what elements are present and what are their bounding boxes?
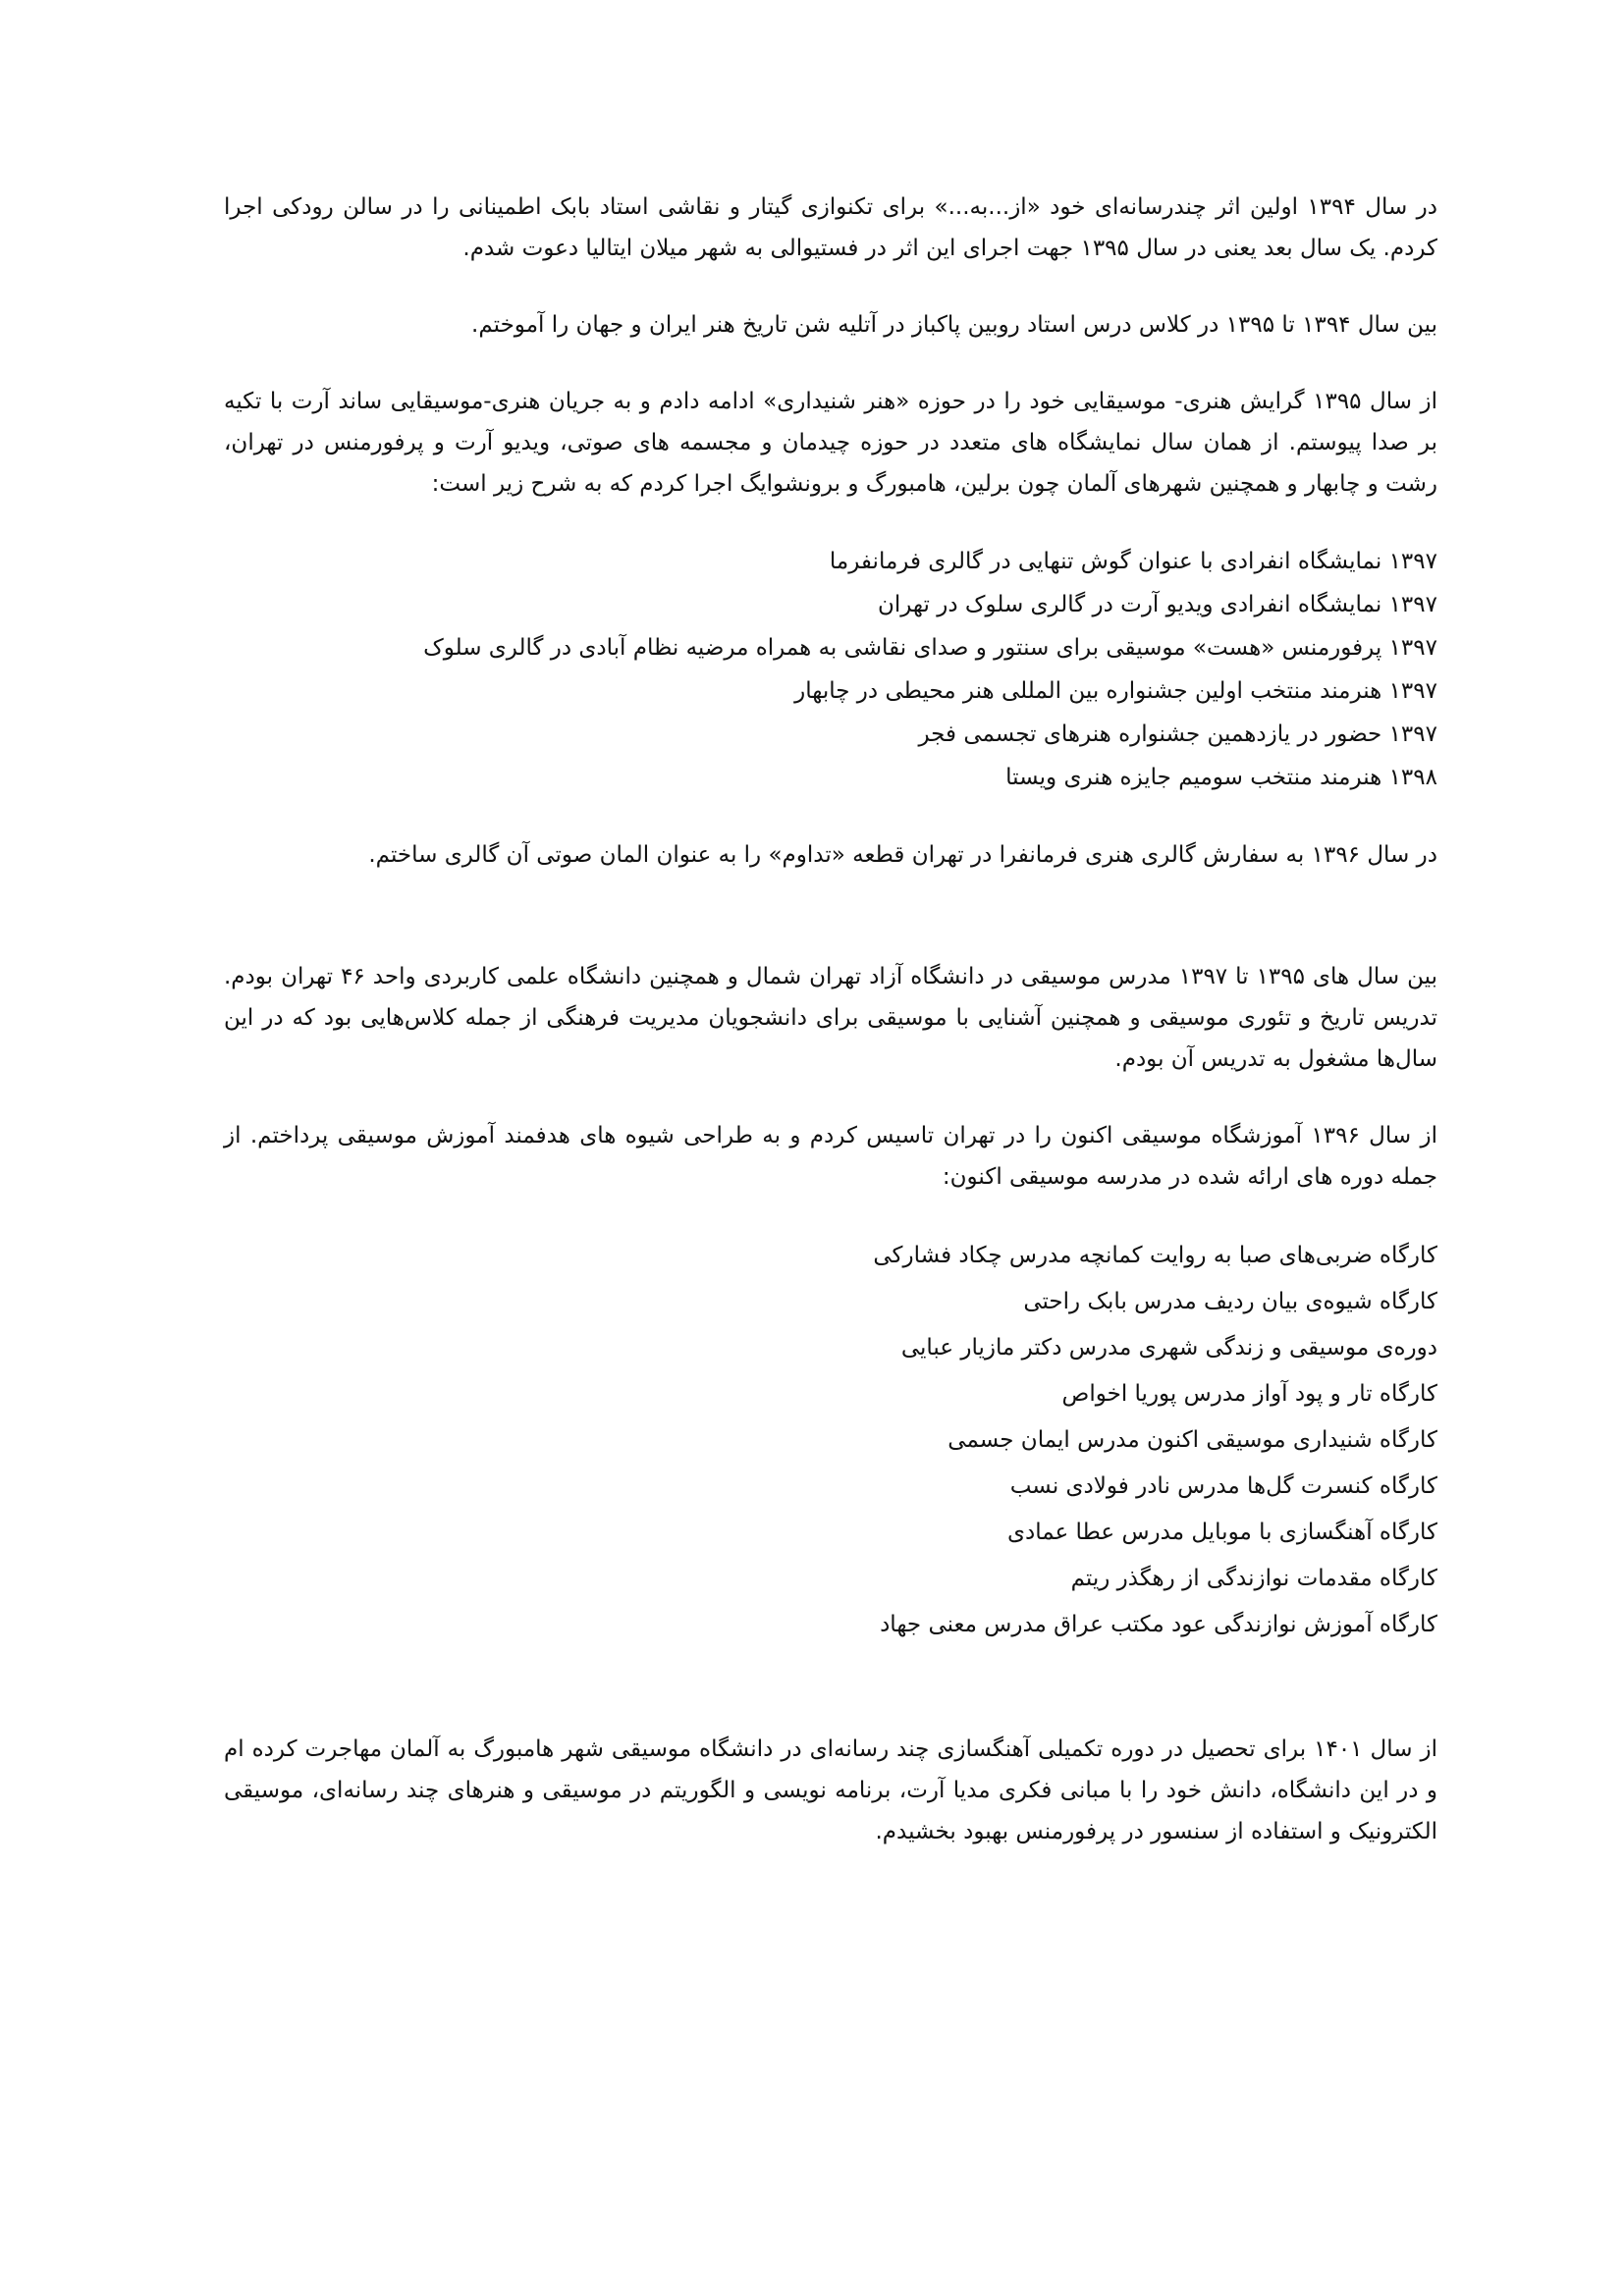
paragraph-music-school: از سال ۱۳۹۶ آموزشگاه موسیقی اکنون را در تهران تاسیس کردم و به طراحی شیوه های هدفمند آموزش موسیقی پرداختم. از جمله دوره های ارائه شده در مدرسه موسیقی اکنون: [224, 1123, 1437, 1190]
document-body [224, 187, 1437, 1852]
spacer [224, 876, 1437, 956]
paragraph-sound-art: از سال ۱۳۹۵ گرایش هنری- موسیقایی خود را در حوزه «هنر شنیداری» ادامه دادم و به جریان هنری-موسیقایی ساند آرت با تکیه بر صدا پیوستم. از همان سال نمایشگاه های متعدد در حوزه چیدمان و مجسمه های صوتی، ویدیو آرت و پرفورمنس در تهران، رشت و چابهار و همچنین شهرهای آلمان چون برلین، هامبورگ و برونشوایگ اجرا کردم که به شرح زیر است: [224, 389, 1438, 497]
list-item: ۱۳۹۷ پرفورمنس «هست» موسیقی برای سنتور و صدای نقاشی به همراه مرضیه نظام آبادی در گالری سلوک [423, 635, 1437, 661]
courses-list [224, 1233, 1437, 1648]
list-item: ۱۳۹۷ هنرمند منتخب اولین جشنواره بین المللی هنر محیطی در چابهار [794, 678, 1437, 704]
spacer [224, 1648, 1437, 1729]
list-item: کارگاه مقدمات نوازندگی از رهگذر ریتم [1070, 1566, 1437, 1591]
spacer [224, 346, 1437, 381]
list-item: کارگاه ضربی‌های صبا به روایت کمانچه مدرس چکاد فشارکی [873, 1243, 1437, 1268]
spacer [224, 1080, 1437, 1115]
list-item: کارگاه شیوه‌ی بیان ردیف مدرس بابک راحتی [1023, 1289, 1437, 1314]
list-item: ۱۳۹۷ نمایشگاه انفرادی ویدیو آرت در گالری سلوک در تهران [877, 592, 1437, 617]
exhibitions-list [224, 540, 1437, 799]
list-item: کارگاه کنسرت گل‌ها مدرس نادر فولادی نسب [1009, 1473, 1437, 1499]
list-item: ۱۳۹۷ نمایشگاه انفرادی با عنوان گوش تنهایی در گالری فرمانفرما [829, 549, 1437, 574]
spacer [224, 505, 1437, 540]
paragraph-gallery-commission: در سال ۱۳۹۶ به سفارش گالری هنری فرمانفرا در تهران قطعه «تداوم» را به عنوان المان صوتی آن گالری ساختم. [368, 842, 1437, 868]
spacer [224, 1198, 1437, 1233]
list-item: ۱۳۹۸ هنرمند منتخب سومیم جایزه هنری ویستا [1005, 765, 1437, 790]
paragraph-hamburg-studies: از سال ۱۴۰۱ برای تحصیل در دوره تکمیلی آهنگسازی چند رسانه‌ای در دانشگاه موسیقی شهر هامبورگ به آلمان مهاجرت کرده ام و در این دانشگاه، دانش خود را با مبانی فکری مدیا آرت، برنامه نویسی و الگوریتم در موسیقی و هنرهای چند رسانه‌ای، موسیقی الکترونیک و استفاده از سنسور در پرفورمنس بهبود بخشیدم. [224, 1736, 1438, 1844]
list-item: کارگاه تار و پود آواز مدرس پوریا اخواص [1061, 1381, 1437, 1407]
spacer [224, 269, 1437, 304]
paragraph-university-teaching: بین سال های ۱۳۹۵ تا ۱۳۹۷ مدرس موسیقی در دانشگاه آزاد تهران شمال و همچنین دانشگاه علمی کاربردی واحد ۴۶ تهران بودم. تدریس تاریخ و تئوری موسیقی و همچنین آشنایی با موسیقی برای دانشجویان مدیریت فرهنگی از جمله کلاس‌هایی بود که در این سال‌ها مشغول به تدریس آن بودم. [224, 964, 1437, 1072]
list-item: کارگاه شنیداری موسیقی اکنون مدرس ایمان جسمی [947, 1427, 1437, 1453]
spacer [224, 799, 1437, 834]
list-item: ۱۳۹۷ حضور در یازدهمین جشنواره هنرهای تجسمی فجر [918, 721, 1437, 747]
paragraph-art-history-class: بین سال ۱۳۹۴ تا ۱۳۹۵ در کلاس درس استاد روبین پاکباز در آتلیه شن تاریخ هنر ایران و جهان را آموختم. [471, 312, 1437, 338]
list-item: کارگاه آهنگسازی با موبایل مدرس عطا عمادی [1006, 1520, 1437, 1545]
paragraph-guitar-performance: در سال ۱۳۹۴ اولین اثر چندرسانه‌ای خود «از...به...» برای تکنوازی گیتار و نقاشی استاد بابک اطمینانی را در سالن رودکی اجرا کردم. یک سال بعد یعنی در سال ۱۳۹۵ جهت اجرای این اثر در فستیوالی به شهر میلان ایتالیا دعوت شدم. [224, 194, 1437, 261]
list-item: دوره‌ی موسیقی و زندگی شهری مدرس دکتر مازیار عبایی [900, 1335, 1437, 1361]
list-item: کارگاه آموزش نوازندگی عود مکتب عراق مدرس معنی جهاد [880, 1612, 1437, 1637]
